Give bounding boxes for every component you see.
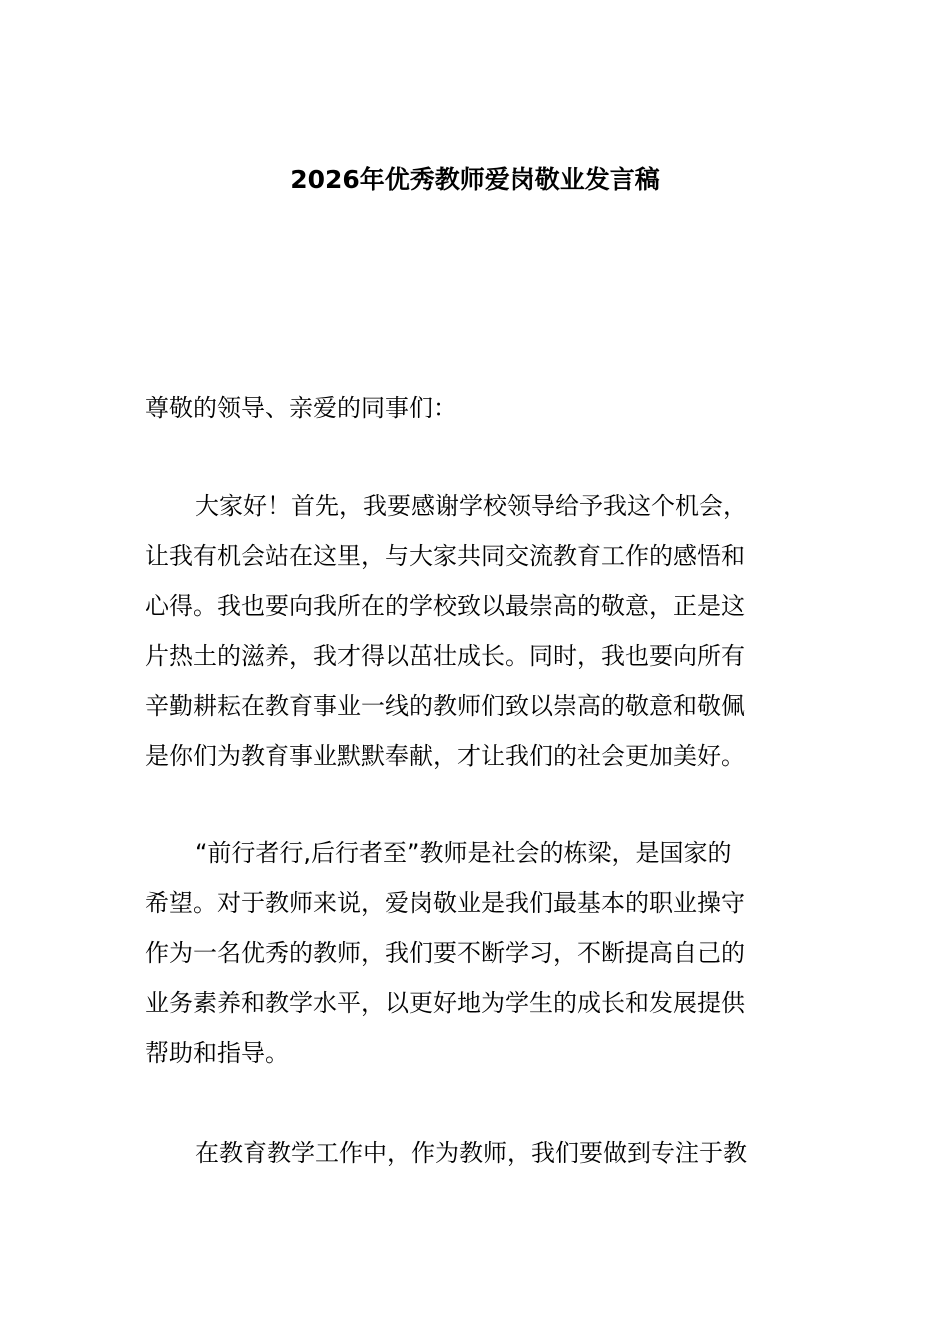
paragraph-line: 心得。我也要向我所在的学校致以最崇高的敬意，正是这 <box>145 592 745 620</box>
paragraph-line: “前行者行,后行者至”教师是社会的栋梁，是国家的 <box>195 839 732 867</box>
salutation: 尊敬的领导、亲爱的同事们： <box>145 394 457 422</box>
paragraph-line: 作为一名优秀的教师，我们要不断学习，不断提高自己的 <box>145 939 745 967</box>
paragraph-line: 辛勤耕耘在教育事业一线的教师们致以崇高的敬意和敬佩 <box>145 692 745 720</box>
paragraph-line: 希望。对于教师来说，爱岗敬业是我们最基本的职业操守 <box>145 889 745 917</box>
paragraph-3 <box>145 1128 815 1178</box>
document-title: 2026年优秀教师爱岗敬业发言稿 <box>290 165 660 194</box>
paragraph-line: 让我有机会站在这里，与大家共同交流教育工作的感悟和 <box>145 542 745 570</box>
paragraph-1 <box>145 481 815 781</box>
paragraph-line: 业务素养和教学水平，以更好地为学生的成长和发展提供 <box>145 989 745 1017</box>
paragraph-line: 大家好！首先，我要感谢学校领导给予我这个机会， <box>195 492 747 520</box>
paragraph-line: 是你们为教育事业默默奉献，才让我们的社会更加美好。 <box>145 742 745 770</box>
paragraph-line: 帮助和指导。 <box>145 1039 289 1067</box>
paragraph-line: 片热土的滋养，我才得以茁壮成长。同时，我也要向所有 <box>145 642 745 670</box>
paragraph-line: 在教育教学工作中，作为教师，我们要做到专注于教 <box>195 1139 747 1167</box>
paragraph-2 <box>145 828 815 1078</box>
